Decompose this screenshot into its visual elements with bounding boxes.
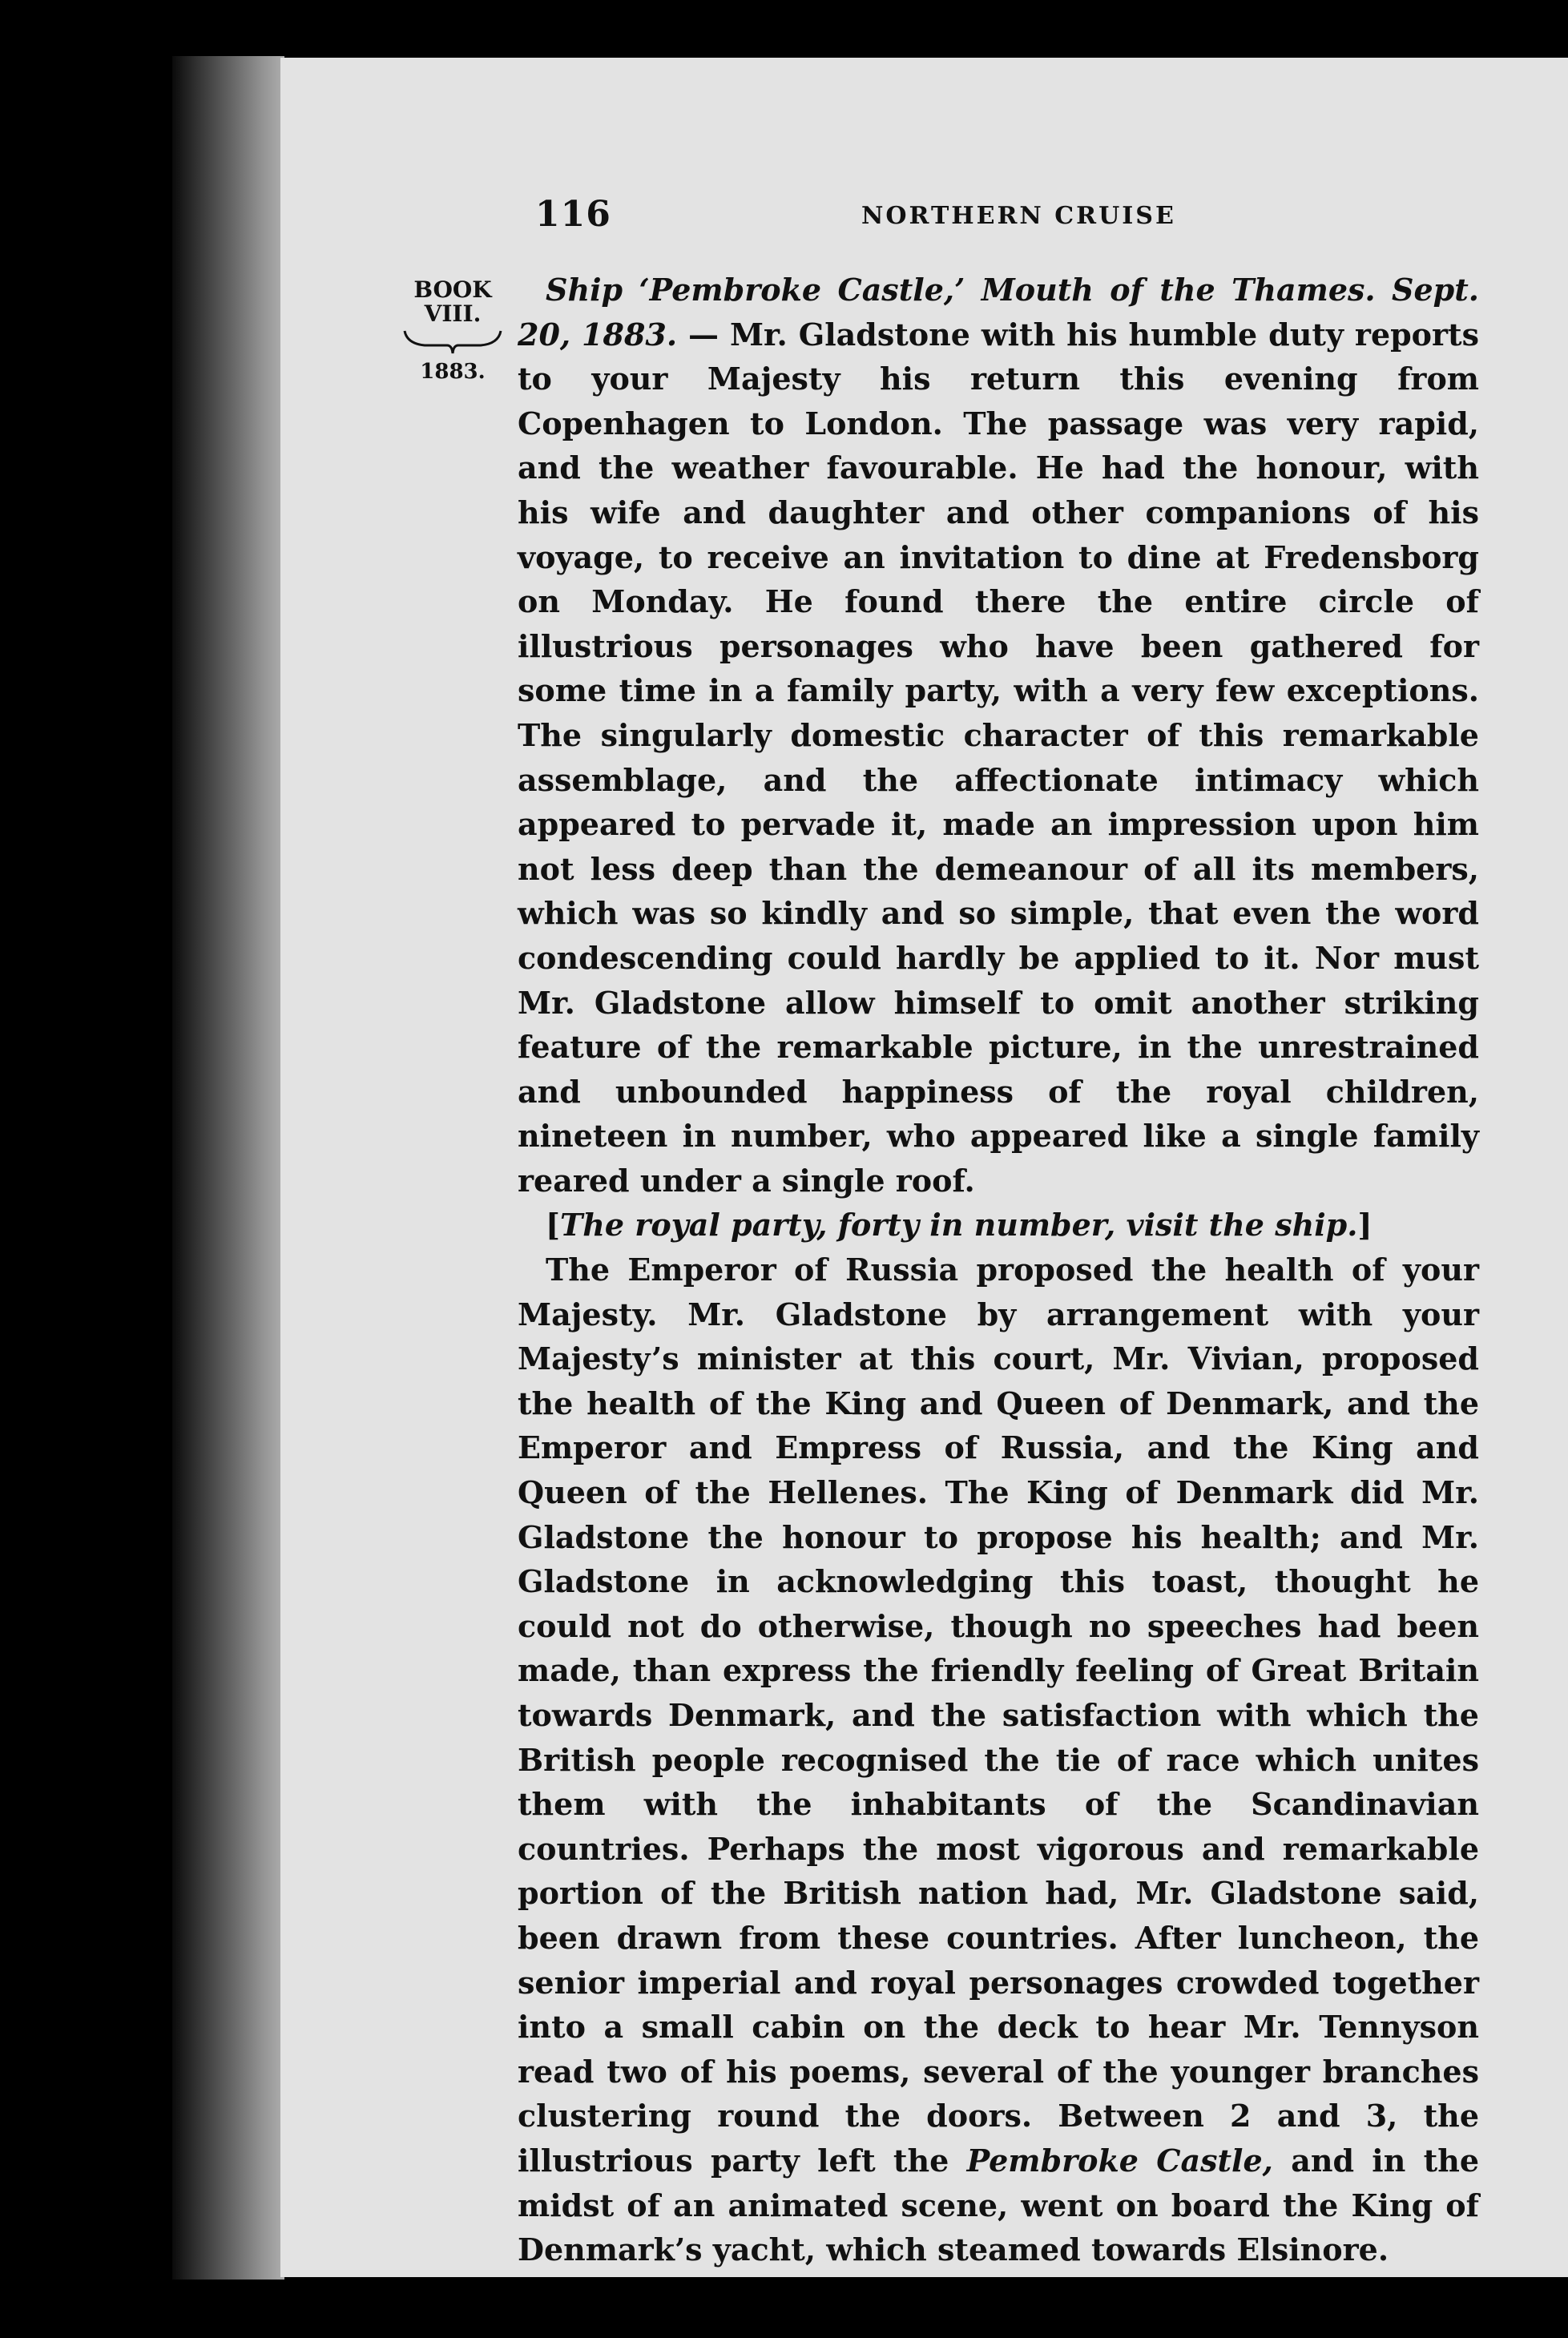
page-content bbox=[280, 58, 1568, 2277]
bracketed-note bbox=[518, 1203, 1479, 1248]
brace-icon bbox=[401, 328, 505, 355]
margin-book-label: BOOK bbox=[413, 276, 492, 303]
letter-paragraph-2 bbox=[518, 1248, 1479, 2272]
book-spine-shadow bbox=[172, 56, 284, 2280]
letter-place-date: Ship ‘Pembroke Castle,’ Mouth of the Thames. Sept. 20, 1883. bbox=[518, 272, 1479, 353]
letter-paragraph-1-text: — Mr. Gladstone with his humble duty reports to your Majesty his return this evening from Copenhagen to London. The passage was very rapid, and the weather favourable. He had the honour, with his wife and daughter and other companions of his voyage, to receive an invitation to dine at Fredensborg on Monday. He found there the entire circle of illustrious personages who have been gathered for some time in a family party, with a very few exceptions. The singularly domestic character of this remarkable assemblage, and the affectionate intimacy which appeared to pervade it, made an impression upon him not less deep than the demeanour of all its members, which was so kindly and so simple, that even the word condescending could hardly be applied to it. Nor must Mr. Gladstone allow himself to omit another striking feature of the remarkable picture, in the unrestrained and unbounded happiness of the royal children, nineteen in number, who appeared like a single family reared under a single roof. bbox=[518, 316, 1479, 1199]
margin-year: 1883. bbox=[420, 360, 486, 384]
letter-paragraph-2-part-2: and in the midst of an animated scene, went on board the King of Denmark’s yacht, which steamed towards Elsinore. bbox=[518, 2142, 1480, 2268]
margin-volume-label: VIII. bbox=[424, 300, 482, 327]
bracket-close: ] bbox=[1357, 1207, 1373, 1244]
running-title: NORTHERN CRUISE bbox=[861, 202, 1176, 230]
book-page bbox=[280, 58, 1568, 2277]
margin-note bbox=[393, 278, 513, 384]
page-number: 116 bbox=[535, 194, 611, 235]
bracketed-note-text: The royal party, forty in number, visit the ship. bbox=[559, 1207, 1358, 1244]
letter-paragraph-1 bbox=[518, 268, 1479, 1203]
letter-paragraph-2-part-1: The Emperor of Russia proposed the health of your Majesty. Mr. Gladstone by arrangement with your Majesty’s minister at this court, Mr. Vivian, proposed the health of the King and Queen of Denmark, and the Emperor and Empress of Russia, and the King and Queen of the Hellenes. The King of Denmark did Mr. Gladstone the honour to propose his health; and Mr. Gladstone in acknowledging this toast, thought he could not do otherwise, though no speeches had been made, than express the friendly feeling of Great Britain towards Denmark, and the satisfaction with which the British people recognised the tie of race which unites them with the inhabitants of the Scandinavian countries. Perhaps the most vigorous and remarkable portion of the British nation had, Mr. Gladstone said, been drawn from these countries. After luncheon, the senior imperial and royal personages crowded together into a small cabin on the deck to hear Mr. Tennyson read two of his poems, several of the younger branches clustering round the doors. Between 2 and 3, the illustrious party left the bbox=[518, 1252, 1479, 2179]
letter-body bbox=[518, 268, 1479, 2272]
ship-name: Pembroke Castle, bbox=[966, 2142, 1273, 2179]
bracket-open: [ bbox=[546, 1207, 560, 1244]
running-head bbox=[280, 194, 1568, 250]
